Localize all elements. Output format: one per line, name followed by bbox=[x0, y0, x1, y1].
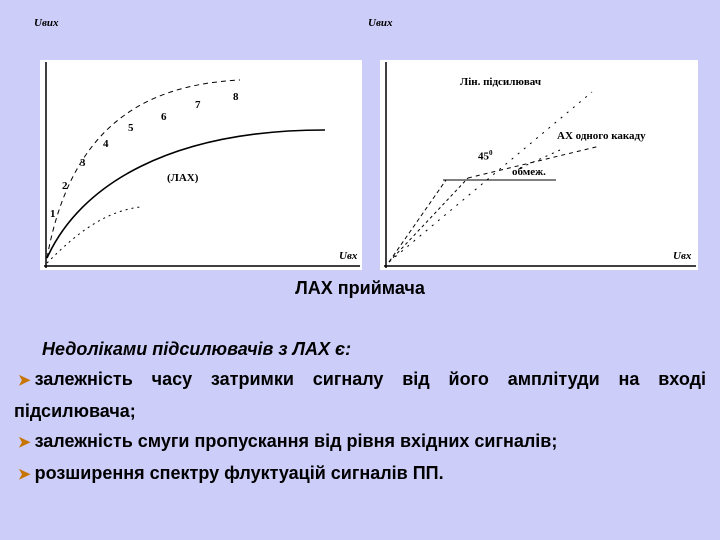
point-label-8: 8 bbox=[233, 91, 239, 103]
bullet-text-3: розширення спектру флуктуацій сигналів ПП. bbox=[34, 463, 444, 483]
text-block bbox=[14, 334, 706, 490]
right-y-axis-label: Uвих bbox=[368, 17, 393, 29]
point-label-1: 1 bbox=[50, 208, 56, 220]
bullet-item-1 bbox=[14, 364, 706, 426]
limit-label: обмеж. bbox=[512, 166, 546, 178]
arrow-bullet-icon: ➤ bbox=[18, 434, 31, 451]
point-label-7: 7 bbox=[195, 99, 201, 111]
angle-degree-mark: 0 bbox=[489, 149, 493, 157]
lah-curve-label: (ЛАХ) bbox=[167, 172, 199, 184]
point-label-4: 4 bbox=[103, 138, 109, 150]
point-label-2: 2 bbox=[62, 180, 68, 192]
right-x-axis-label: Uвх bbox=[673, 250, 692, 262]
intro-text: Недоліками підсилювачів з ЛАХ є: bbox=[42, 339, 352, 359]
left-chart-panel bbox=[40, 60, 362, 270]
bullet-item-2 bbox=[14, 426, 706, 458]
arrow-bullet-icon: ➤ bbox=[18, 466, 31, 483]
angle-label: $45^0$ bbox=[478, 149, 493, 163]
point-label-5: 5 bbox=[128, 122, 134, 134]
point-label-6: 6 bbox=[161, 111, 167, 123]
bullet-item-3 bbox=[14, 458, 706, 490]
bullet-text-2: залежність смуги пропускання від рівня вхідних сигналів; bbox=[34, 431, 558, 451]
left-x-axis-label: Uвх bbox=[339, 250, 358, 262]
point-label-3: 3 bbox=[80, 157, 86, 169]
cascade-ax-label: АХ одного какаду bbox=[557, 130, 646, 142]
left-y-axis-label: Uвих bbox=[34, 17, 59, 29]
diagram-caption: ЛАХ приймача bbox=[295, 278, 425, 298]
linear-amplifier-label: Лін. підсилювач bbox=[460, 76, 542, 88]
arrow-bullet-icon: ➤ bbox=[18, 372, 31, 389]
right-chart-panel bbox=[380, 60, 698, 270]
bullet-text-1: залежність часу затримки сигналу від його амплітуди на вході підсилювача; bbox=[14, 369, 706, 421]
